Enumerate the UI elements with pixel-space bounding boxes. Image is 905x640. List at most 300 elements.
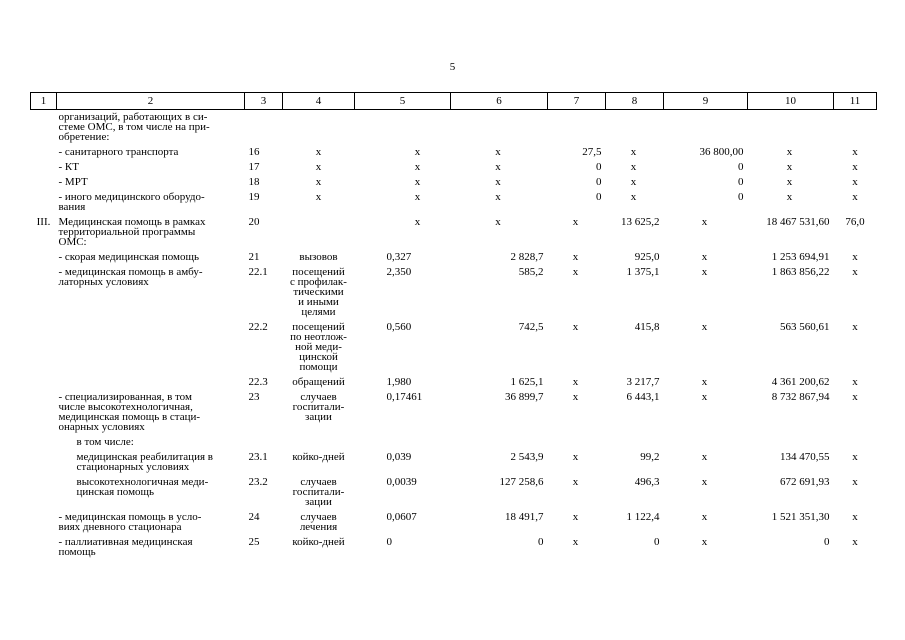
row-unit bbox=[283, 435, 355, 450]
row-cost bbox=[451, 320, 548, 375]
row-total bbox=[748, 320, 834, 375]
row-total-text: х bbox=[786, 161, 793, 173]
row-col9-text: 0 bbox=[738, 161, 744, 173]
row-norm bbox=[355, 375, 451, 390]
row-col7 bbox=[548, 110, 606, 146]
header-cell: 8 bbox=[606, 93, 664, 110]
row-unit-text: посещений по неотлож- ной меди- цинской помощи bbox=[290, 321, 347, 373]
row-roman bbox=[31, 535, 57, 560]
row-col9-text: х bbox=[701, 511, 708, 523]
row-roman bbox=[31, 375, 57, 390]
header-cell: 4 bbox=[283, 93, 355, 110]
row-cost-text: 18 491,7 bbox=[505, 511, 544, 523]
row-norm-text: х bbox=[414, 161, 421, 173]
row-cost-text: х bbox=[495, 191, 501, 203]
row-total bbox=[748, 175, 834, 190]
row-label-text: - медицинская помощь в амбу- латорных условиях bbox=[58, 266, 203, 288]
row-cost bbox=[451, 250, 548, 265]
row-col9 bbox=[664, 215, 748, 250]
row-label-text: - паллиативная медицинская помощь bbox=[58, 536, 193, 558]
row-col7 bbox=[548, 175, 606, 190]
row-code bbox=[245, 435, 283, 450]
row-col9-text: 36 800,00 bbox=[699, 146, 744, 158]
row-per-capita-text: 925,0 bbox=[634, 251, 660, 263]
row-share-text: х bbox=[852, 511, 858, 523]
row-total bbox=[748, 390, 834, 435]
row-roman bbox=[31, 390, 57, 435]
row-cost bbox=[451, 145, 548, 160]
row-code-text: 17 bbox=[248, 161, 260, 173]
row-code-text: 22.1 bbox=[248, 266, 268, 278]
row-per-capita-text: 6 443,1 bbox=[626, 391, 660, 403]
row-unit bbox=[283, 160, 355, 175]
row-per-capita-text: х bbox=[630, 191, 637, 203]
row-share bbox=[834, 535, 877, 560]
row-roman bbox=[31, 265, 57, 320]
row-code-text: 22.2 bbox=[248, 321, 268, 333]
row-cost-text: х bbox=[495, 146, 501, 158]
row-roman bbox=[31, 450, 57, 475]
row-share bbox=[834, 250, 877, 265]
row-per-capita-text: 0 bbox=[654, 536, 660, 548]
row-col7 bbox=[548, 390, 606, 435]
row-col9 bbox=[664, 450, 748, 475]
row-col7 bbox=[548, 190, 606, 215]
row-code-text: 16 bbox=[248, 146, 260, 158]
row-unit-text: случаев лечения bbox=[299, 511, 338, 533]
table-row bbox=[31, 250, 877, 265]
row-unit-text: случаев госпитали- зации bbox=[292, 476, 345, 508]
row-label-text: - иного медицинского оборудо- вания bbox=[58, 191, 205, 213]
row-roman bbox=[31, 250, 57, 265]
table-row bbox=[31, 535, 877, 560]
row-unit-text: койко-дней bbox=[292, 451, 345, 463]
row-total bbox=[748, 510, 834, 535]
row-share-text: 76,0 bbox=[845, 216, 865, 228]
row-col9-text: 0 bbox=[738, 176, 744, 188]
row-code-text: 23.2 bbox=[248, 476, 268, 488]
row-per-capita bbox=[606, 250, 664, 265]
row-share bbox=[834, 265, 877, 320]
row-total bbox=[748, 160, 834, 175]
row-code-text: 18 bbox=[248, 176, 260, 188]
row-code-text: 20 bbox=[248, 216, 260, 228]
row-code bbox=[245, 265, 283, 320]
header-cell: 11 bbox=[834, 93, 877, 110]
row-norm bbox=[355, 535, 451, 560]
row-cost bbox=[451, 450, 548, 475]
row-total-text: х bbox=[786, 146, 793, 158]
row-code bbox=[245, 160, 283, 175]
row-unit bbox=[283, 145, 355, 160]
row-total bbox=[748, 450, 834, 475]
row-col7 bbox=[548, 265, 606, 320]
row-col7 bbox=[548, 435, 606, 450]
row-unit-text: койко-дней bbox=[292, 536, 345, 548]
row-unit-text: обращений bbox=[292, 376, 345, 388]
row-per-capita bbox=[606, 475, 664, 510]
row-unit-text: х bbox=[315, 191, 322, 203]
row-col9 bbox=[664, 535, 748, 560]
row-code-text: 19 bbox=[248, 191, 260, 203]
header-cell: 7 bbox=[548, 93, 606, 110]
row-total-text: 8 732 867,94 bbox=[771, 391, 830, 403]
row-label-text: - КТ bbox=[58, 161, 79, 173]
row-cost bbox=[451, 215, 548, 250]
row-share-text: х bbox=[852, 161, 858, 173]
table-row bbox=[31, 145, 877, 160]
row-col7 bbox=[548, 250, 606, 265]
row-col9 bbox=[664, 160, 748, 175]
row-roman bbox=[31, 160, 57, 175]
row-norm bbox=[355, 250, 451, 265]
row-share bbox=[834, 320, 877, 375]
table-row bbox=[31, 160, 877, 175]
row-label-text: - санитарного транспорта bbox=[58, 146, 179, 158]
row-code-text: 22.3 bbox=[248, 376, 268, 388]
row-total bbox=[748, 375, 834, 390]
row-norm-text: 0,327 bbox=[386, 251, 412, 263]
row-cost bbox=[451, 190, 548, 215]
row-cost bbox=[451, 435, 548, 450]
row-total-text: х bbox=[786, 176, 793, 188]
row-share bbox=[834, 215, 877, 250]
row-total-text: 563 560,61 bbox=[780, 321, 830, 333]
row-col9 bbox=[664, 250, 748, 265]
table-row bbox=[31, 435, 877, 450]
row-code bbox=[245, 510, 283, 535]
row-per-capita bbox=[606, 320, 664, 375]
row-col7-text: х bbox=[572, 251, 579, 263]
row-unit bbox=[283, 190, 355, 215]
row-label-text: Медицинская помощь в рамках территориальной программы ОМС: bbox=[58, 216, 206, 248]
row-code-text: 23.1 bbox=[248, 451, 268, 463]
row-col9-text: х bbox=[701, 251, 708, 263]
row-total-text: 4 361 200,62 bbox=[771, 376, 830, 388]
row-total bbox=[748, 435, 834, 450]
row-col9-text: х bbox=[701, 451, 708, 463]
row-code bbox=[245, 250, 283, 265]
row-norm-text: 1,980 bbox=[386, 376, 412, 388]
row-share bbox=[834, 190, 877, 215]
row-total-text: х bbox=[786, 191, 793, 203]
row-share-text: х bbox=[852, 391, 858, 403]
header-cell: 6 bbox=[451, 93, 548, 110]
row-per-capita-text: 99,2 bbox=[640, 451, 660, 463]
row-col9-text: 0 bbox=[738, 191, 744, 203]
row-cost-text: х bbox=[495, 216, 501, 228]
row-col9-text: х bbox=[701, 376, 708, 388]
row-unit bbox=[283, 250, 355, 265]
row-cost-text: 585,2 bbox=[518, 266, 544, 278]
row-label bbox=[57, 450, 245, 475]
row-cost bbox=[451, 265, 548, 320]
row-total-text: 0 bbox=[824, 536, 830, 548]
header-cell: 10 bbox=[748, 93, 834, 110]
row-col9-text: х bbox=[701, 391, 708, 403]
row-total bbox=[748, 190, 834, 215]
row-share-text: х bbox=[852, 476, 858, 488]
row-share bbox=[834, 435, 877, 450]
row-col7-text: х bbox=[572, 391, 579, 403]
row-share bbox=[834, 175, 877, 190]
row-norm-text: 0,039 bbox=[386, 451, 412, 463]
row-col7-text: х bbox=[572, 216, 579, 228]
row-col9 bbox=[664, 320, 748, 375]
row-per-capita bbox=[606, 535, 664, 560]
row-code bbox=[245, 215, 283, 250]
row-cost-text: 2 828,7 bbox=[510, 251, 544, 263]
row-code-text: 21 bbox=[248, 251, 260, 263]
row-unit bbox=[283, 535, 355, 560]
row-norm bbox=[355, 435, 451, 450]
data-table bbox=[30, 92, 877, 560]
row-col9-text: х bbox=[701, 216, 708, 228]
row-roman bbox=[31, 510, 57, 535]
row-share bbox=[834, 510, 877, 535]
row-code bbox=[245, 110, 283, 146]
row-col7 bbox=[548, 145, 606, 160]
row-share-text: х bbox=[852, 266, 858, 278]
row-col7-text: х bbox=[572, 451, 579, 463]
row-share bbox=[834, 375, 877, 390]
row-unit bbox=[283, 450, 355, 475]
row-unit bbox=[283, 510, 355, 535]
row-total-text: 1 521 351,30 bbox=[771, 511, 830, 523]
row-norm-text: х bbox=[414, 191, 421, 203]
row-per-capita bbox=[606, 390, 664, 435]
row-label bbox=[57, 435, 245, 450]
row-norm-text: х bbox=[414, 216, 421, 228]
row-per-capita bbox=[606, 450, 664, 475]
row-per-capita-text: х bbox=[630, 161, 637, 173]
row-per-capita-text: 3 217,7 bbox=[626, 376, 660, 388]
row-col9 bbox=[664, 110, 748, 146]
row-per-capita bbox=[606, 175, 664, 190]
row-col9-text: х bbox=[701, 266, 708, 278]
row-label bbox=[57, 215, 245, 250]
row-unit-text: х bbox=[315, 161, 322, 173]
row-col9 bbox=[664, 510, 748, 535]
table-row bbox=[31, 190, 877, 215]
row-share-text: х bbox=[852, 321, 858, 333]
row-unit-text: х bbox=[315, 176, 322, 188]
row-norm-text: х bbox=[414, 146, 421, 158]
row-cost bbox=[451, 510, 548, 535]
row-share bbox=[834, 145, 877, 160]
row-share-text: х bbox=[852, 251, 858, 263]
row-per-capita-text: х bbox=[630, 176, 637, 188]
header-row bbox=[31, 93, 877, 110]
row-label bbox=[57, 375, 245, 390]
row-roman bbox=[31, 175, 57, 190]
table-row bbox=[31, 510, 877, 535]
row-norm-text: 2,350 bbox=[386, 266, 412, 278]
row-col7 bbox=[548, 450, 606, 475]
row-norm-text: 0,17461 bbox=[386, 391, 423, 403]
row-unit bbox=[283, 475, 355, 510]
row-label bbox=[57, 250, 245, 265]
row-label-text: - скорая медицинская помощь bbox=[58, 251, 199, 263]
row-code bbox=[245, 375, 283, 390]
row-norm bbox=[355, 215, 451, 250]
row-norm bbox=[355, 160, 451, 175]
row-col7-text: х bbox=[572, 536, 579, 548]
row-code bbox=[245, 390, 283, 435]
row-unit-text: вызовов bbox=[299, 251, 338, 263]
row-cost-text: 36 899,7 bbox=[505, 391, 544, 403]
row-label bbox=[57, 535, 245, 560]
row-roman bbox=[31, 320, 57, 375]
row-col9 bbox=[664, 190, 748, 215]
table-row bbox=[31, 450, 877, 475]
row-col7 bbox=[548, 375, 606, 390]
row-cost bbox=[451, 110, 548, 146]
row-col9 bbox=[664, 265, 748, 320]
row-label bbox=[57, 145, 245, 160]
row-col9 bbox=[664, 435, 748, 450]
row-total-text: 18 467 531,60 bbox=[766, 216, 830, 228]
row-cost bbox=[451, 535, 548, 560]
row-cost-text: 127 258,6 bbox=[499, 476, 544, 488]
row-norm bbox=[355, 390, 451, 435]
row-code-text: 24 bbox=[248, 511, 260, 523]
row-total bbox=[748, 265, 834, 320]
row-cost-text: х bbox=[495, 161, 501, 173]
row-share-text: х bbox=[852, 191, 858, 203]
row-total-text: 134 470,55 bbox=[780, 451, 830, 463]
row-per-capita-text: 496,3 bbox=[634, 476, 660, 488]
row-total bbox=[748, 145, 834, 160]
row-col9 bbox=[664, 145, 748, 160]
row-col7-text: х bbox=[572, 476, 579, 488]
row-label bbox=[57, 510, 245, 535]
table-row bbox=[31, 175, 877, 190]
row-per-capita-text: 13 625,2 bbox=[621, 216, 660, 228]
row-col9 bbox=[664, 375, 748, 390]
row-col7 bbox=[548, 535, 606, 560]
table-body bbox=[31, 110, 877, 561]
row-col7-text: х bbox=[572, 376, 579, 388]
row-unit-text: посещений с профилак- тическими и иными целями bbox=[290, 266, 347, 318]
row-share bbox=[834, 450, 877, 475]
row-total bbox=[748, 215, 834, 250]
row-col7-text: х bbox=[572, 266, 579, 278]
row-code-text: 23 bbox=[248, 391, 260, 403]
row-col9 bbox=[664, 175, 748, 190]
row-unit-text: х bbox=[315, 146, 322, 158]
row-norm bbox=[355, 265, 451, 320]
row-code bbox=[245, 175, 283, 190]
row-label-text: - специализированная, в том числе высокотехнологичная, медицинская помощь в стаци- онарных условиях bbox=[58, 391, 201, 433]
row-col7-text: 0 bbox=[596, 176, 602, 188]
row-cost bbox=[451, 375, 548, 390]
table-row bbox=[31, 390, 877, 435]
row-roman bbox=[31, 190, 57, 215]
row-cost-text: х bbox=[495, 176, 501, 188]
row-share bbox=[834, 160, 877, 175]
row-col7 bbox=[548, 510, 606, 535]
row-norm bbox=[355, 110, 451, 146]
row-per-capita bbox=[606, 110, 664, 146]
row-label bbox=[57, 475, 245, 510]
table-row bbox=[31, 110, 877, 146]
table-row bbox=[31, 375, 877, 390]
row-col9-text: х bbox=[701, 321, 708, 333]
row-per-capita-text: 1 375,1 bbox=[626, 266, 660, 278]
row-unit bbox=[283, 265, 355, 320]
row-col9-text: х bbox=[701, 536, 708, 548]
row-norm-text: 0,0039 bbox=[386, 476, 417, 488]
row-norm-text: х bbox=[414, 176, 421, 188]
row-share-text: х bbox=[852, 376, 858, 388]
table-row bbox=[31, 215, 877, 250]
row-label-text: организаций, работающих в си- стеме ОМС, в том числе на при- обретение: bbox=[58, 111, 210, 143]
row-per-capita bbox=[606, 435, 664, 450]
row-share-text: х bbox=[852, 176, 858, 188]
row-roman bbox=[31, 145, 57, 160]
row-cost bbox=[451, 160, 548, 175]
row-code bbox=[245, 145, 283, 160]
row-unit bbox=[283, 110, 355, 146]
row-unit bbox=[283, 215, 355, 250]
row-norm bbox=[355, 175, 451, 190]
row-label-text: - МРТ bbox=[58, 176, 88, 188]
row-cost-text: 742,5 bbox=[518, 321, 544, 333]
row-col7-text: х bbox=[572, 511, 579, 523]
row-label bbox=[57, 110, 245, 146]
row-cost bbox=[451, 175, 548, 190]
row-col7-text: х bbox=[572, 321, 579, 333]
row-total bbox=[748, 475, 834, 510]
page-number: 5 bbox=[449, 61, 456, 73]
row-col7-text: 0 bbox=[596, 161, 602, 173]
header-cell: 9 bbox=[664, 93, 748, 110]
row-unit bbox=[283, 175, 355, 190]
row-total-text: 1 253 694,91 bbox=[771, 251, 830, 263]
row-total bbox=[748, 535, 834, 560]
header-cell: 5 bbox=[355, 93, 451, 110]
row-per-capita bbox=[606, 265, 664, 320]
row-per-capita bbox=[606, 375, 664, 390]
row-cost bbox=[451, 390, 548, 435]
row-label bbox=[57, 390, 245, 435]
row-col9 bbox=[664, 390, 748, 435]
row-roman bbox=[31, 435, 57, 450]
row-per-capita bbox=[606, 145, 664, 160]
row-per-capita bbox=[606, 190, 664, 215]
row-norm-text: 0,560 bbox=[386, 321, 412, 333]
row-unit bbox=[283, 320, 355, 375]
row-share bbox=[834, 110, 877, 146]
row-label bbox=[57, 175, 245, 190]
row-total bbox=[748, 110, 834, 146]
row-code bbox=[245, 475, 283, 510]
row-norm bbox=[355, 320, 451, 375]
row-roman-text: III. bbox=[36, 216, 51, 228]
row-col7-text: 0 bbox=[596, 191, 602, 203]
row-cost bbox=[451, 475, 548, 510]
row-col7 bbox=[548, 475, 606, 510]
row-roman bbox=[31, 110, 57, 146]
row-per-capita-text: х bbox=[630, 146, 637, 158]
row-total bbox=[748, 250, 834, 265]
table-row bbox=[31, 475, 877, 510]
row-code bbox=[245, 320, 283, 375]
row-norm bbox=[355, 145, 451, 160]
row-label-text: в том числе: bbox=[76, 436, 134, 448]
row-per-capita bbox=[606, 510, 664, 535]
